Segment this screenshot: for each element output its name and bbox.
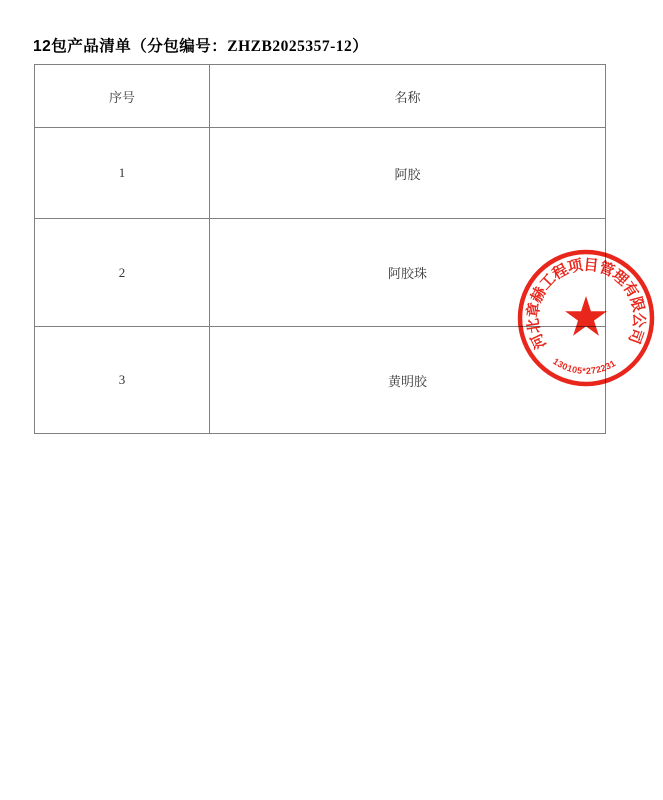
- cell-serial-no: 3: [35, 327, 210, 434]
- cell-serial-no: 1: [35, 128, 210, 219]
- cell-serial-no: 2: [35, 219, 210, 327]
- stamp-company-name: 河北章赫工程项目管理有限公司: [524, 256, 648, 352]
- title-close-paren: ）: [352, 38, 369, 55]
- table-row: [35, 327, 606, 434]
- title-label: 包产品清单（分包编号：: [51, 38, 228, 55]
- column-header-serial-no: 序号: [35, 65, 210, 128]
- stamp-security-code: 130105*272231: [551, 356, 618, 377]
- column-header-name: 名称: [210, 65, 606, 128]
- title-package-number: 12: [33, 38, 52, 55]
- cell-product-name: 阿胶珠: [210, 219, 606, 327]
- cell-product-name: 黄明胶: [210, 327, 606, 434]
- cell-product-name: 阿胶: [210, 128, 606, 219]
- page-title: [33, 34, 368, 56]
- title-package-code: ZHZB2025357-12: [227, 38, 353, 55]
- product-list-table: [34, 64, 606, 434]
- table-row: [35, 219, 606, 327]
- table-header-row: [35, 65, 606, 128]
- table-row: [35, 128, 606, 219]
